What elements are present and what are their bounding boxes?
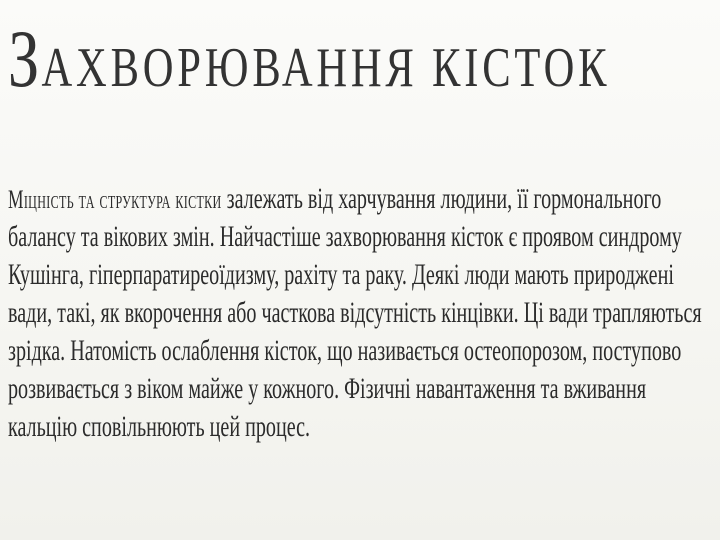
body-paragraph: [8, 180, 720, 446]
paragraph-line: Кушінга, гіперпаратиреоїдизму, рахіту та раку. Деякі люди мають природжені: [8, 258, 674, 291]
paragraph-line: балансу та вікових змін. Найчастіше захворювання кісток є проявом синдрому: [8, 220, 682, 253]
page-title: [8, 13, 611, 104]
paragraph-line: розвивається з віком майже у кожного. Фізичні навантаження та вживання: [8, 372, 647, 405]
paragraph-line: вади, такі, як вкорочення або часткова відсутність кінцівки. Ці вади трапляються: [8, 296, 702, 329]
paragraph-line: кальцію сповільнюють цей процес.: [8, 410, 311, 443]
paragraph-line: [8, 180, 702, 218]
lead-in-text: залежать від харчування людини, її гормонального: [221, 182, 662, 215]
paragraph-line: зрідка. Натомість ослаблення кісток, що називається остеопорозом, поступово: [8, 334, 682, 367]
title-rest: АХВОРЮВАННЯ КІСТОК: [41, 37, 611, 99]
title-initial: З: [8, 13, 42, 104]
lead-in-smallcaps: Міцність та структура кістки: [8, 185, 222, 214]
